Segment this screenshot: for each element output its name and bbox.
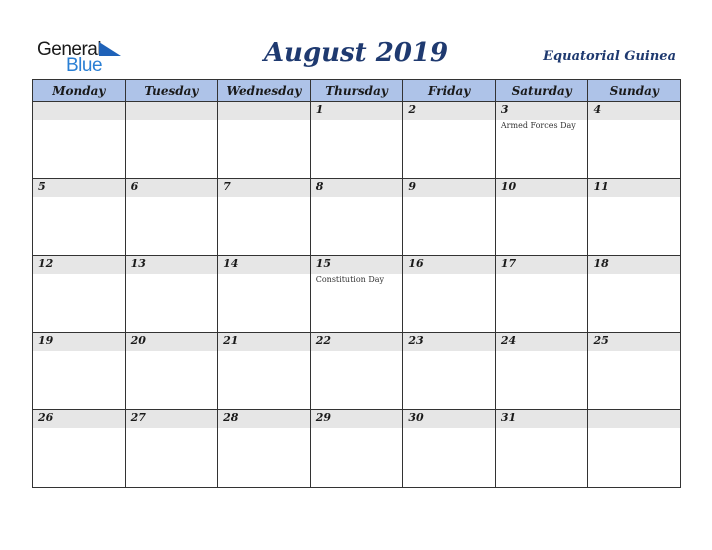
day-cell: [496, 179, 589, 255]
day-cell: [126, 102, 219, 178]
day-number: 21: [223, 334, 239, 347]
day-number: 10: [500, 180, 517, 193]
day-number: 29: [315, 411, 332, 424]
calendar-grid: [32, 79, 681, 486]
day-number: 7: [223, 180, 231, 193]
day-number: 13: [130, 257, 146, 270]
week-row: [33, 410, 680, 487]
day-number: 30: [408, 411, 424, 424]
day-number: 19: [38, 334, 54, 347]
week-row: [33, 179, 680, 256]
logo-text-blue: Blue: [66, 55, 103, 76]
day-cell: [218, 179, 311, 255]
country-label: Equatorial Guinea: [543, 49, 676, 64]
day-cell: [126, 256, 219, 332]
day-cell: [218, 256, 311, 332]
day-number: 17: [500, 257, 517, 270]
day-number-bar: [403, 102, 495, 120]
day-number: 4: [593, 103, 602, 116]
day-number: 28: [223, 411, 239, 424]
calendar-weeks: [32, 102, 681, 488]
day-number: 11: [593, 180, 609, 193]
day-number: 5: [38, 180, 46, 193]
day-number: 16: [408, 257, 424, 270]
day-cell: [496, 256, 589, 332]
weekday-header-row: [32, 79, 681, 102]
day-cell: [311, 102, 404, 178]
day-cell: [311, 333, 404, 409]
day-cell: [403, 102, 496, 178]
day-cell: [33, 410, 126, 487]
day-cell: [311, 256, 404, 332]
day-cell: [403, 410, 496, 487]
page-title: August 2019: [263, 38, 449, 68]
weekday-saturday: Saturday: [496, 80, 589, 101]
day-number-bar: [403, 179, 495, 197]
day-cell: [33, 256, 126, 332]
day-cell: [496, 410, 589, 487]
day-cell: [218, 333, 311, 409]
day-number: 27: [130, 411, 146, 424]
day-number-bar: [588, 102, 680, 120]
day-number-bar: [33, 102, 125, 120]
day-number: 3: [500, 103, 509, 116]
day-cell: [403, 333, 496, 409]
day-cell: [588, 102, 680, 178]
day-number: 9: [408, 180, 416, 193]
day-cell: [33, 179, 126, 255]
week-row: [33, 333, 680, 410]
day-number: 12: [38, 257, 54, 270]
day-number: 18: [593, 257, 609, 270]
day-number: 6: [130, 180, 139, 193]
day-number: 25: [593, 334, 609, 347]
day-number: 23: [408, 334, 424, 347]
day-cell: [126, 333, 219, 409]
weekday-sunday: Sunday: [609, 84, 659, 98]
day-cell: [311, 179, 404, 255]
day-cell: [218, 102, 311, 178]
day-cell: [33, 333, 126, 409]
day-number-bar: [496, 102, 588, 120]
day-cell: [311, 410, 404, 487]
day-cell: [588, 333, 680, 409]
day-number: 14: [223, 257, 239, 270]
weekday-wednesday: Wednesday: [218, 80, 311, 101]
weekday-monday: Monday: [33, 80, 126, 101]
day-number: 20: [130, 334, 146, 347]
day-number: 8: [315, 180, 324, 193]
day-number-bar: [218, 102, 310, 120]
day-cell: [403, 256, 496, 332]
week-row: [33, 102, 680, 179]
day-number: 1: [315, 103, 324, 116]
day-cell: [403, 179, 496, 255]
day-number: 22: [315, 334, 332, 347]
day-cell: [496, 333, 589, 409]
logo-text-general: General: [37, 39, 102, 60]
day-number: 15: [315, 257, 332, 270]
weekday-friday: Friday: [403, 80, 496, 101]
day-cell: [588, 179, 680, 255]
day-number: 26: [38, 411, 54, 424]
day-cell: [126, 179, 219, 255]
week-row: [33, 256, 680, 333]
weekday-tuesday: Tuesday: [126, 80, 219, 101]
day-cell: [218, 410, 311, 487]
holiday-label: Constitution Day: [315, 275, 385, 284]
weekday-thursday: Thursday: [311, 80, 404, 101]
day-number-bar: [126, 179, 218, 197]
day-number: 24: [500, 334, 517, 347]
day-cell: [126, 410, 219, 487]
holiday-label: Armed Forces Day: [500, 121, 576, 130]
day-number: 31: [500, 411, 517, 424]
day-number-bar: [33, 179, 125, 197]
day-number-bar: [311, 179, 403, 197]
day-cell: [33, 102, 126, 178]
day-cell: [588, 410, 680, 487]
day-number-bar: [218, 179, 310, 197]
day-number-bar: [126, 102, 218, 120]
day-cell: [496, 102, 589, 178]
day-number: 2: [408, 103, 416, 116]
day-cell: [588, 256, 680, 332]
day-number-bar: [588, 410, 680, 428]
day-number-bar: [311, 102, 403, 120]
